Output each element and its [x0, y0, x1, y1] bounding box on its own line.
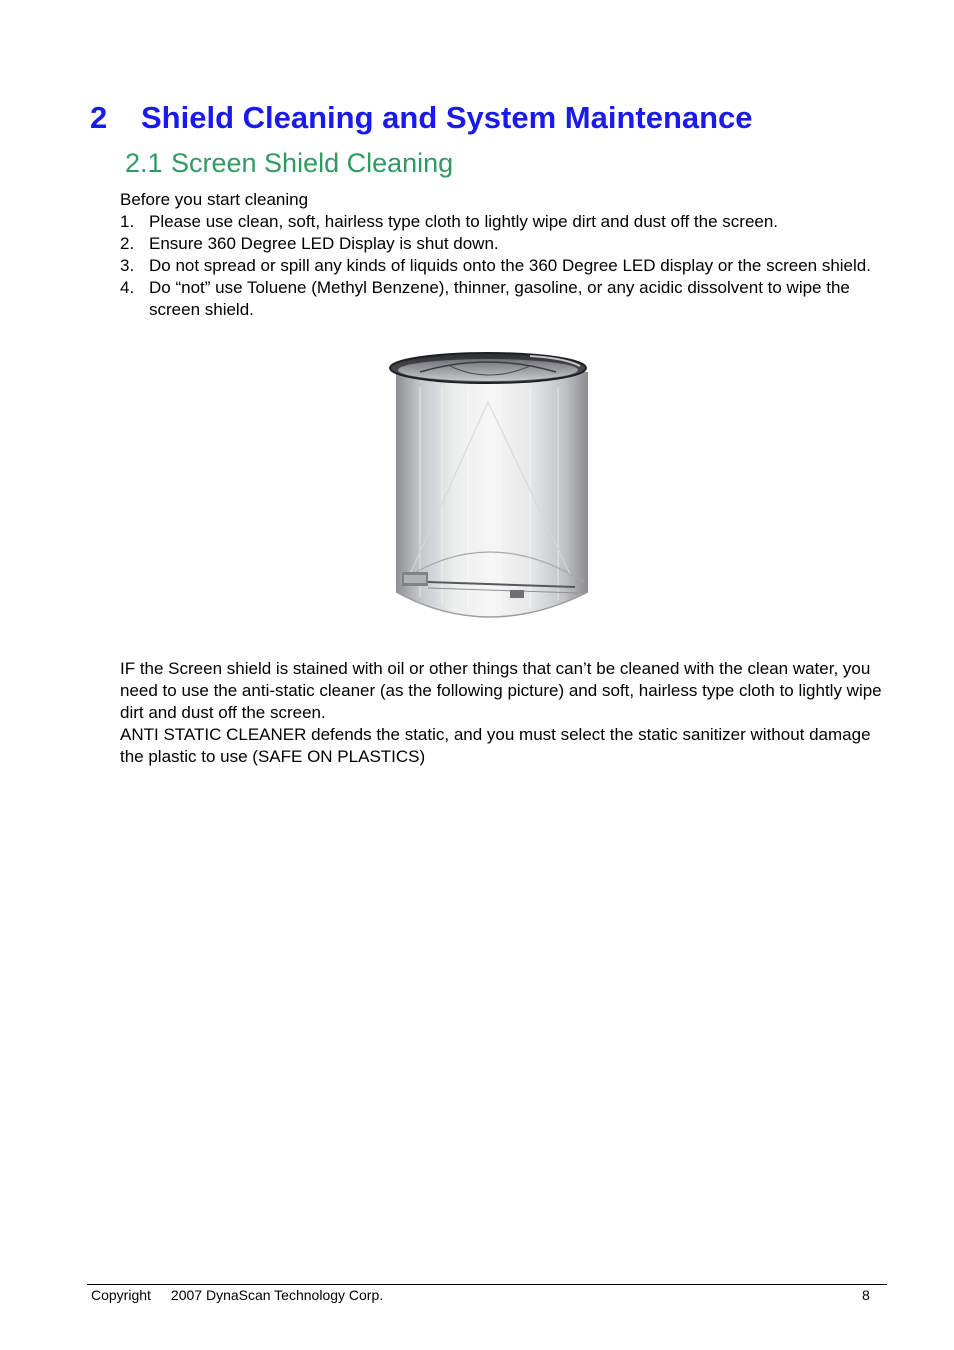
list-item — [120, 277, 880, 321]
subsection-heading — [125, 145, 453, 181]
step-text: Do “not” use Toluene (Methyl Benzene), thinner, gasoline, or any acidic dissolvent to wipe the screen shield. — [149, 278, 850, 319]
step-number: 2. — [120, 234, 135, 253]
paragraph: IF the Screen shield is stained with oil or other things that can’t be cleaned with the clean water, you need to use the anti-static cleaner (as the following picture) and soft, hairless type cloth to lightly wipe dirt and dust off the screen. — [120, 659, 882, 722]
section-number: 2 — [90, 100, 108, 135]
step-text: Ensure 360 Degree LED Display is shut down. — [149, 234, 499, 253]
section-heading — [90, 98, 753, 138]
step-text: Please use clean, soft, hairless type cloth to lightly wipe dirt and dust off the screen. — [149, 212, 779, 231]
list-item — [120, 211, 880, 233]
list-item — [120, 255, 880, 277]
cleaning-steps-list — [120, 211, 880, 321]
page-number: 8 — [862, 1287, 870, 1303]
footer-divider — [87, 1284, 887, 1285]
company-name: 2007 DynaScan Technology Corp. — [170, 1287, 384, 1303]
subsection-number: 2.1 — [125, 148, 163, 178]
section-title: Shield Cleaning and System Maintenance — [141, 100, 753, 135]
paragraph: ANTI STATIC CLEANER defends the static, and you must select the static sanitizer without damage the plastic to use (SAFE ON PLASTICS) — [120, 725, 871, 766]
screen-shield-photo — [380, 342, 596, 632]
step-number: 3. — [120, 256, 135, 275]
step-text: Do not spread or spill any kinds of liquids onto the 360 Degree LED display or the screen shield. — [149, 256, 871, 275]
screen-shield-illustration — [380, 342, 596, 632]
footer-copyright — [91, 1287, 383, 1303]
step-number: 4. — [120, 278, 135, 297]
subsection-title: Screen Shield Cleaning — [171, 148, 454, 178]
step-number: 1. — [120, 212, 135, 231]
list-item — [120, 233, 880, 255]
copyright-label: Copyright — [91, 1287, 151, 1303]
intro-text: Before you start cleaning — [120, 190, 309, 209]
stain-cleaning-text — [120, 658, 890, 768]
